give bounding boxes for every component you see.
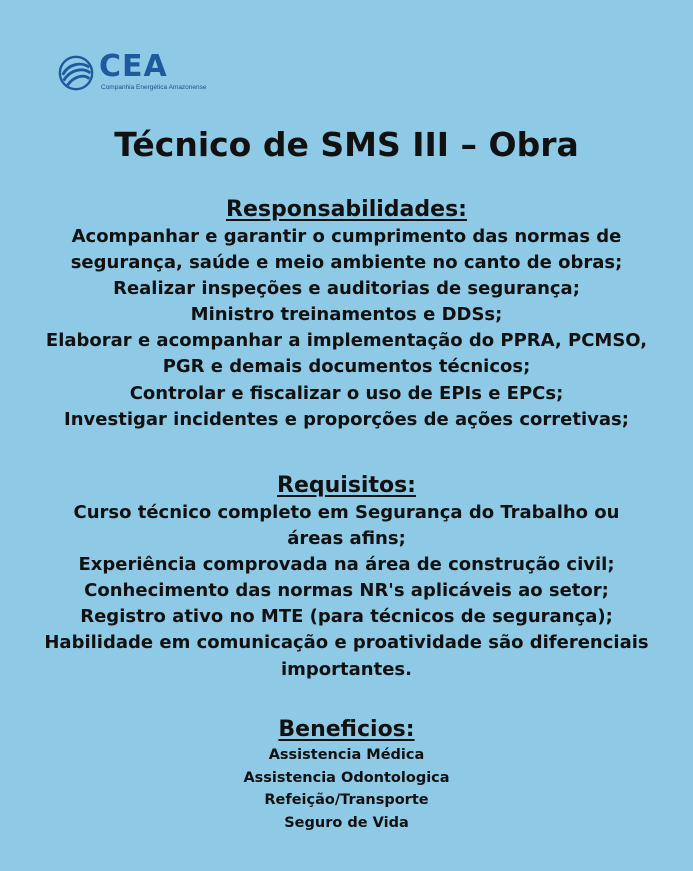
list-item: Elaborar e acompanhar a implementação do PPRA, PCMSO, (45, 330, 648, 352)
list-item: Controlar e fiscalizar o uso de EPIs e EPCs; (129, 382, 564, 404)
list-item: Investigar incidentes e proporções de ações corretivas; (64, 408, 629, 430)
beneficios-heading: Beneficios: (278, 717, 415, 742)
responsabilidades-heading: Responsabilidades: (226, 197, 467, 222)
logo-subtitle: Companhia Energética Amazonense (101, 84, 207, 91)
list-item: Curso técnico completo em Segurança do Trabalho ou (73, 502, 620, 523)
list-item: Experiência comprovada na área de construção civil; (78, 554, 615, 576)
page-title: Técnico de SMS III – Obra (114, 125, 579, 164)
company-logo (57, 49, 237, 96)
list-item: Assistencia Odontologica (243, 769, 450, 786)
list-item: Acompanhar e garantir o cumprimento das normas de (71, 226, 622, 247)
list-item: Conhecimento das normas NR's aplicáveis ao setor; (84, 580, 609, 602)
beneficios-section (0, 716, 693, 834)
list-item: PGR e demais documentos técnicos; (162, 356, 531, 378)
list-item: Habilidade em comunicação e proatividade são diferenciais (44, 632, 649, 654)
list-item: Ministro treinamentos e DDSs; (190, 304, 503, 326)
list-item: Realizar inspeções e auditorias de segurança; (113, 278, 580, 300)
list-item: Seguro de Vida (284, 814, 409, 831)
list-item: Registro ativo no MTE (para técnicos de segurança); (80, 606, 613, 628)
requisitos-heading: Requisitos: (277, 473, 416, 498)
list-item: Assistencia Médica (268, 747, 425, 763)
responsabilidades-section (0, 196, 693, 433)
requisitos-section (0, 472, 693, 683)
list-item: importantes. (281, 658, 412, 680)
cea-logo-icon (57, 54, 95, 92)
list-item: áreas afins; (287, 528, 406, 550)
list-item: segurança, saúde e meio ambiente no canto de obras; (70, 252, 623, 274)
list-item: Refeição/Transporte (264, 792, 429, 808)
logo-name: CEA (99, 49, 168, 84)
